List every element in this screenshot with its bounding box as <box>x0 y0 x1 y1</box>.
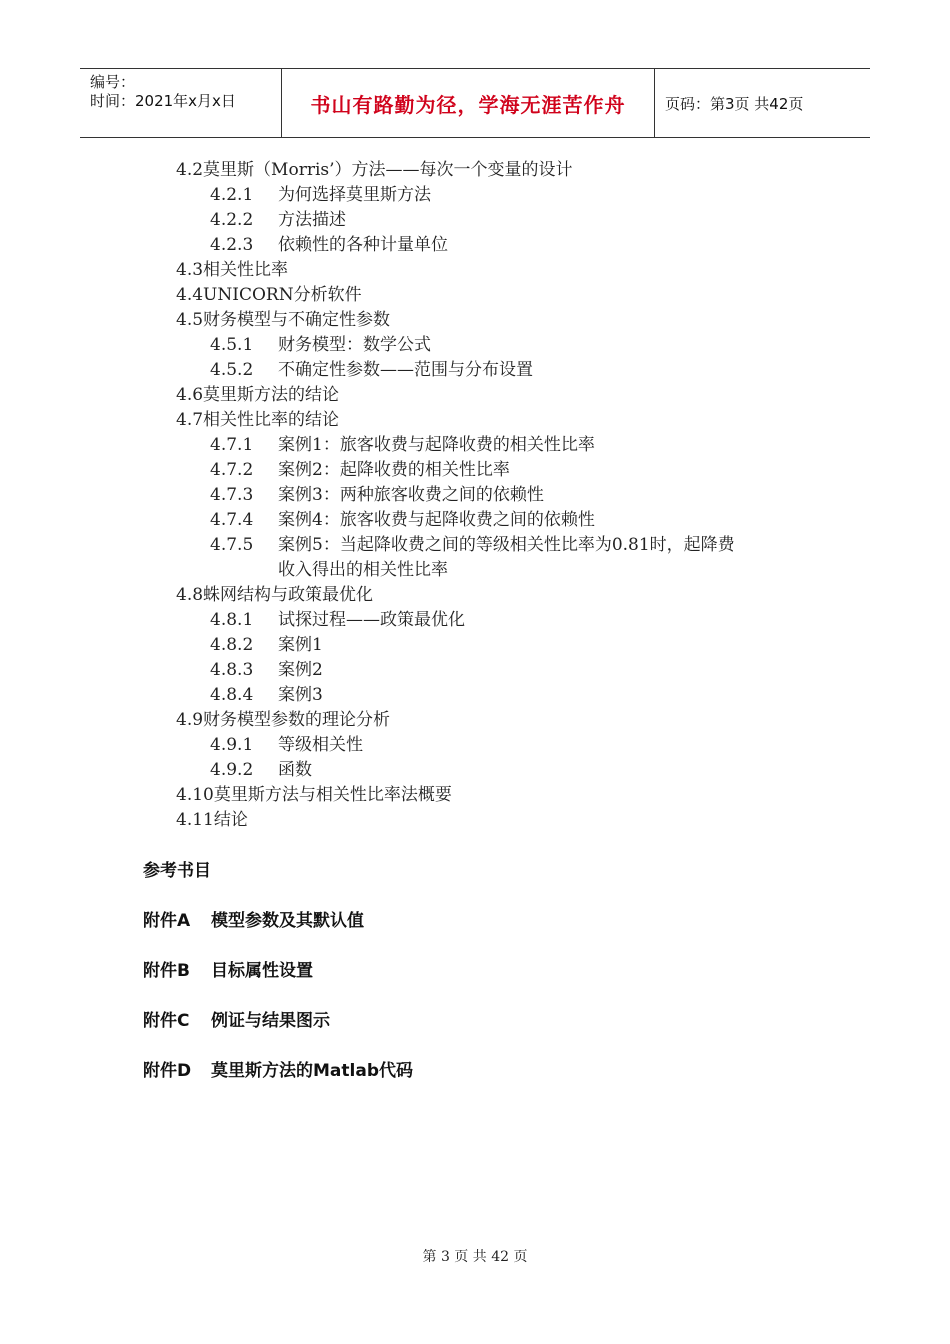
appendix-entry <box>143 906 364 931</box>
toc-entry-title: 相关性比率 <box>203 260 289 280</box>
toc-entry <box>210 683 323 708</box>
appendix-title: 模型参数及其默认值 <box>211 911 364 931</box>
toc-entry <box>210 433 595 458</box>
toc-entry <box>176 783 452 808</box>
toc-entry-number: 4.8.2 <box>210 635 254 655</box>
toc-entry <box>210 358 533 383</box>
toc-entry-title: 相关性比率的结论 <box>203 410 340 430</box>
toc-entry-title: 案例2：起降收费的相关性比率 <box>278 460 510 480</box>
toc-entry-title: 莫里斯（Morris’）方法——每次一个变量的设计 <box>203 160 573 180</box>
toc-entry-title: 案例2 <box>278 660 323 680</box>
toc-entry <box>176 158 573 183</box>
toc-entry-number: 4.9.1 <box>210 735 254 755</box>
number-label: 编号： <box>90 73 136 91</box>
toc-entry <box>210 508 595 533</box>
toc-entry-title: 案例4：旅客收费与起降收费之间的依赖性 <box>278 510 595 530</box>
toc-entry <box>210 483 544 508</box>
appendix-entry <box>143 1006 330 1031</box>
toc-entry <box>210 633 323 658</box>
toc-entry <box>210 733 363 758</box>
toc-entry-title: 等级相关性 <box>278 735 363 755</box>
toc-entry-title: UNICORN分析软件 <box>203 285 362 305</box>
toc-entry <box>278 558 448 583</box>
toc-entry-title: 试探过程——政策最优化 <box>278 610 465 630</box>
appendix-code: 附件C <box>143 1011 190 1031</box>
toc-entry-title: 莫里斯方法的结论 <box>203 385 340 405</box>
toc-entry <box>210 608 465 633</box>
toc-entry-number: 4.7.3 <box>210 485 254 505</box>
toc-entry-title: 财务模型：数学公式 <box>278 335 431 355</box>
header-table <box>80 68 870 138</box>
toc-entry-number: 4.7 <box>176 410 204 430</box>
toc-entry-title: 莫里斯方法与相关性比率法概要 <box>213 785 452 805</box>
toc-entry-title: 依赖性的各种计量单位 <box>278 235 448 255</box>
page-footer: 第 3 页 共 42 页 <box>422 1249 528 1265</box>
toc-entry-title: 函数 <box>278 760 312 780</box>
toc-entry-number: 4.5.1 <box>210 335 254 355</box>
appendix-title: 例证与结果图示 <box>211 1011 330 1031</box>
references-heading: 参考书目 <box>143 861 211 881</box>
toc-entry-number: 4.2.1 <box>210 185 254 205</box>
appendix-code: 附件A <box>143 911 191 931</box>
toc-entry <box>176 308 390 333</box>
toc-entry <box>176 808 248 833</box>
toc-entry <box>210 533 735 558</box>
toc-entry <box>210 183 431 208</box>
header-motto: 书山有路勤为径，学海无涯苦作舟 <box>310 92 626 117</box>
appendix-title: 莫里斯方法的Matlab代码 <box>211 1061 413 1081</box>
toc-entry-number: 4.5.2 <box>210 360 254 380</box>
appendix-title: 目标属性设置 <box>211 961 313 981</box>
toc-entry-title: 财务模型参数的理论分析 <box>203 710 391 730</box>
toc-entry-number: 4.11 <box>176 810 214 830</box>
toc-entry-number: 4.3 <box>176 260 204 280</box>
toc-entry <box>210 758 312 783</box>
toc-entry-title: 案例3 <box>278 685 323 705</box>
toc-entry-number: 4.4 <box>176 285 204 305</box>
toc-entry <box>176 408 339 433</box>
header-page-info: 页码：第3页 共42页 <box>665 94 804 113</box>
toc-entry <box>210 458 510 483</box>
toc-entry-number: 4.7.5 <box>210 535 254 555</box>
appendix-entry <box>143 956 313 981</box>
toc-entry <box>210 658 323 683</box>
toc-entry <box>210 208 346 233</box>
header-meta <box>90 73 236 111</box>
toc-entry-title: 案例3：两种旅客收费之间的依赖性 <box>278 485 544 505</box>
toc-entry-number: 4.5 <box>176 310 204 330</box>
time-label: 时间：2021年x月x日 <box>90 92 236 110</box>
toc-entry-number: 4.2.2 <box>210 210 254 230</box>
toc-entry-number: 4.2.3 <box>210 235 254 255</box>
toc-entry-number: 4.9 <box>176 710 204 730</box>
toc-entry-number: 4.2 <box>176 160 204 180</box>
toc-entry-number: 4.9.2 <box>210 760 254 780</box>
appendix-code: 附件B <box>143 961 190 981</box>
toc-entry-number: 4.7.1 <box>210 435 254 455</box>
toc-entry <box>210 333 431 358</box>
toc-entry-title: 案例1：旅客收费与起降收费的相关性比率 <box>278 435 595 455</box>
appendix-code: 附件D <box>143 1061 192 1081</box>
toc-entry-number: 4.8.3 <box>210 660 254 680</box>
toc-entry-number: 4.7.4 <box>210 510 254 530</box>
toc-entry-number: 4.7.2 <box>210 460 254 480</box>
toc-entry-title: 案例1 <box>278 635 323 655</box>
toc-entry-number: 4.8.1 <box>210 610 254 630</box>
toc-entry-number: 4.10 <box>176 785 214 805</box>
toc-entry-title: 蛛网结构与政策最优化 <box>203 585 374 605</box>
toc-entry-title: 不确定性参数——范围与分布设置 <box>278 360 533 380</box>
toc-entry <box>176 283 362 308</box>
toc-entry-number: 4.6 <box>176 385 204 405</box>
appendix-entry <box>143 1056 413 1081</box>
toc-entry-title: 财务模型与不确定性参数 <box>203 310 391 330</box>
toc-entry <box>176 583 373 608</box>
toc-entry-title: 为何选择莫里斯方法 <box>278 185 431 205</box>
toc-entry-title: 收入得出的相关性比率 <box>278 560 448 580</box>
toc-entry-title: 案例5：当起降收费之间的等级相关性比率为0.81时，起降费 <box>278 535 735 555</box>
toc-entry <box>176 708 390 733</box>
toc-entry-title: 方法描述 <box>278 210 346 230</box>
toc-entry-number: 4.8 <box>176 585 204 605</box>
toc-entry-title: 结论 <box>213 810 248 830</box>
header-divider <box>654 69 655 137</box>
toc-entry <box>176 258 288 283</box>
toc-entry-number: 4.8.4 <box>210 685 254 705</box>
toc-entry <box>176 383 339 408</box>
toc-entry <box>210 233 448 258</box>
